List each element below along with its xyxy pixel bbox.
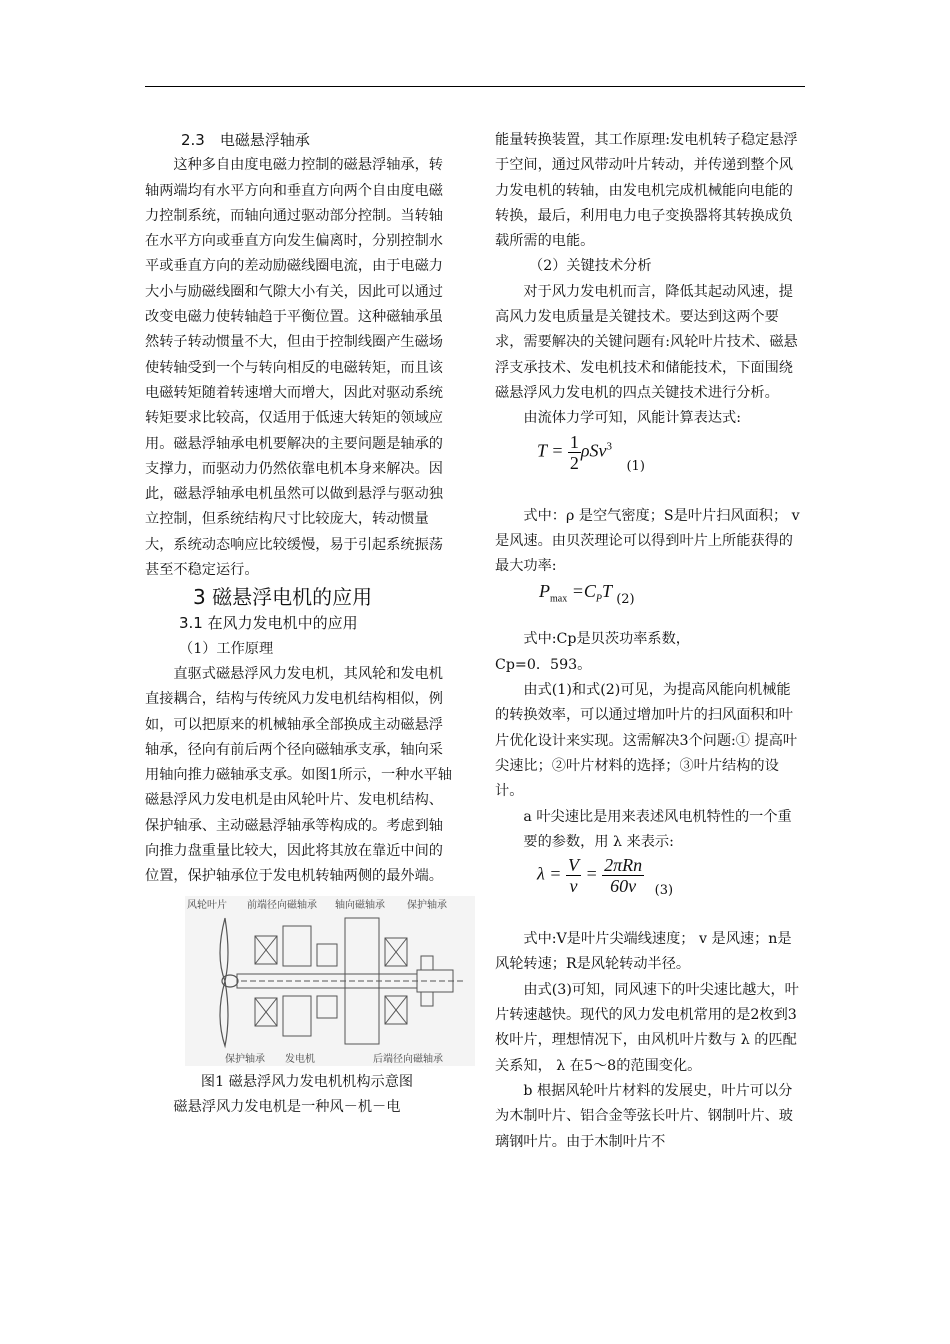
figure-1-diagram — [185, 896, 475, 1066]
right-paragraph-8: 要的参数，用 λ 来表示: — [523, 833, 674, 850]
equation-1: T = $\frac{1}{2}$ ρSv$^3$ $_{(1)}$ — [537, 431, 645, 475]
equation-3-number: (3) — [654, 882, 674, 898]
right-paragraph-6: 由式(1)和式(2)可见，为提高风能向机械能的转换效率，可以通过增加叶片的扫风面积和叶片优化设计来实现。这需解决3个问题:① 提高叶尖速比；②叶片材料的选择；③叶片结构的设计。 — [495, 682, 798, 800]
right-paragraph-7: a 叶尖速比是用来表述风电机特性的一个重 — [523, 808, 792, 825]
subheading-working-principle: （1）工作原理 — [179, 640, 274, 657]
right-paragraph-2: 对于风力发电机而言，降低其起动风速，提高风力发电质量是关键技术。要达到这两个要求，需要解决的关键问题有:风轮叶片技术、磁悬浮支承技术、发电机技术和储能技术，下面围绕磁悬浮风力发电机的四点关键技术进行分析。 — [495, 283, 798, 401]
label-rear-radial: 后端径向磁轴承 — [373, 1053, 443, 1065]
right-paragraph-10: 由式(3)可知，同风速下的叶尖速比越大，叶片转速越快。现代的风力发电机常用的是2枚到3枚叶片，理想情况下，由风机叶片数与 λ 的匹配关系知， λ 在5～8的范围变化。 — [495, 981, 799, 1074]
section-2-3-paragraph: 这种多自由度电磁力控制的磁悬浮轴承，转轴两端均有水平方向和垂直方向两个自由度电磁力控制系统，而轴向通过驱动部分控制。当转轴在水平方向或垂直方向发生偏离时，分别控制水平或垂直方向的差动励磁线圈电流，由于电磁力大小与励磁线圈和气隙大小有关，因此可以通过改变电磁力使转轴趋于平衡位置。这种磁轴承虽然转子转动惯量不大，但由于控制线圈产生磁场使转轴受到一个与转向相反的电磁转矩，而且该电磁转矩随着转速增大而增大，因此对驱动系统转矩要求比较高，仅适用于低速大转矩的领域应用。磁悬浮轴承电机要解决的主要问题是轴承的支撑力，而驱动力仍然依靠电机本身来解决。因此，磁悬浮轴承电机虽然可以做到悬浮与驱动独立控制，但系统结构尺寸比较庞大，转动惯量大，系统动态响应比较缓慢，易于引起系统振荡甚至不稳定运行。 — [145, 157, 443, 579]
section-3-title: 3 磁悬浮电机的应用 — [193, 585, 373, 610]
section-3-1-title: 3.1 在风力发电机中的应用 — [179, 614, 358, 633]
left-last-line: 磁悬浮风力发电机是一种风－机－电 — [173, 1098, 401, 1115]
equation-1-number: (1) — [626, 459, 645, 475]
right-paragraph-9: 式中:V是叶片尖端线速度； v 是风速；n是风轮转速；R是风轮转动半径。 — [495, 931, 792, 973]
subheading-key-tech: （2）关键技术分析 — [529, 258, 652, 275]
label-protect-bottom: 保护轴承 — [225, 1053, 265, 1065]
left-column — [145, 128, 453, 1120]
section-2-3-title: 2.3 电磁悬浮轴承 — [181, 131, 310, 149]
right-paragraph-3: 由流体力学可知，风能计算表达式: — [523, 410, 741, 427]
right-paragraph-11: b 根据风轮叶片材料的发展史，叶片可以分为木制叶片、铝合金等弦长叶片、钢制叶片、玻璃钢叶片。由于木制叶片不 — [495, 1082, 793, 1150]
equation-2-number: (2) — [616, 592, 635, 608]
right-paragraph-5b: Cp=0．593。 — [495, 656, 592, 673]
right-paragraph-1: 能量转换装置，其工作原理:发电机转子稳定悬浮于空间，通过风带动叶片转动，并传递到整个风力发电机的转轴，由发电机完成机械能向电能的转换，最后，利用电力电子变换器将其转换成负载所需的电能。 — [495, 132, 798, 250]
right-paragraph-4: 式中：ρ 是空气密度；S是叶片扫风面积； v 是风速。由贝茨理论可以得到叶片上所能获得的最大功率: — [495, 507, 800, 575]
equation-2: $P_{max} =C_PT$ $_{(2)}$ — [539, 581, 635, 608]
equation-3: λ = $\frac{V}{v}$ = $\frac{\text{2πRn}}{60v}$ $_{(3)}$ — [537, 855, 674, 898]
label-protect-top: 保护轴承 — [407, 899, 447, 911]
right-column — [495, 128, 803, 1155]
figure-1-caption: 图1 磁悬浮风力发电机机构示意图 — [200, 1073, 414, 1090]
label-generator: 发电机 — [285, 1053, 315, 1065]
label-axial: 轴向磁轴承 — [335, 899, 385, 911]
label-front-radial: 前端径向磁轴承 — [247, 899, 317, 911]
wind-generator-paragraph: 直驱式磁悬浮风力发电机，其风轮和发电机直接耦合，结构与传统风力发电机结构相似，例如，可以把原来的机械轴承全部换成主动磁悬浮轴承，径向有前后两个径向磁轴承支承，轴向采用轴向推力磁轴承支承。如图1所示，一种水平轴磁悬浮风力发电机是由风轮叶片、发电机结构、保护轴承、主动磁悬浮轴承等构成的。考虑到轴向推力盘重量比较大，因此将其放在靠近中间的位置，保护轴承位于发电机转轴两侧的最外端。 — [145, 665, 452, 885]
label-blade: 风轮叶片 — [187, 899, 227, 911]
header-rule — [145, 86, 805, 87]
right-paragraph-5: 式中:Cp是贝茨功率系数， — [523, 631, 690, 648]
